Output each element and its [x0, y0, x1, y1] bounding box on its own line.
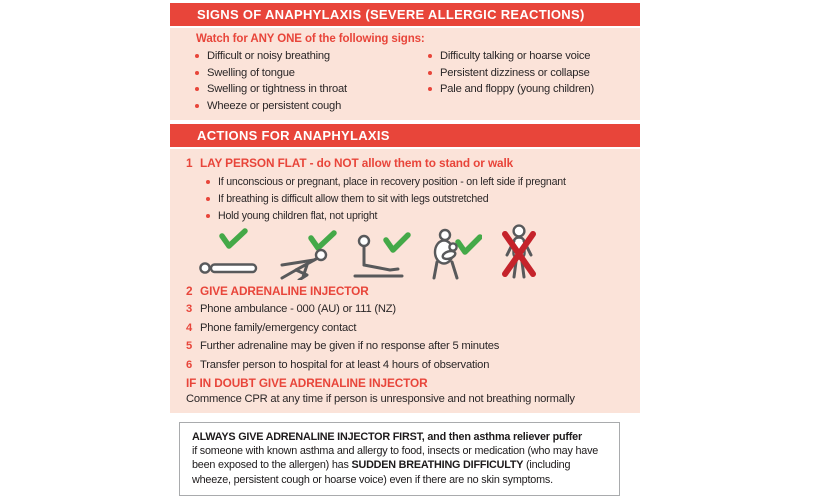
sub-bullet-label: If unconscious or pregnant, place in recovery position - on left side if pregnant — [218, 175, 566, 188]
step-text: GIVE ADRENALINE INJECTOR — [200, 283, 369, 298]
bullet-dot-icon — [195, 104, 199, 108]
sign-item-label: Swelling or tightness in throat — [207, 83, 347, 95]
signs-list-left — [195, 48, 428, 114]
signs-section-header: SIGNS OF ANAPHYLAXIS (SEVERE ALLERGIC REACTIONS) — [170, 3, 640, 26]
bullet-dot-icon — [195, 71, 199, 75]
sub-bullet-item — [206, 174, 634, 191]
bullet-dot-icon — [206, 180, 210, 184]
sign-item-label: Swelling of tongue — [207, 66, 295, 79]
signs-list-right — [428, 48, 594, 114]
actions-panel — [170, 149, 640, 413]
sign-item — [428, 81, 594, 98]
bullet-dot-icon — [428, 71, 432, 75]
step-text: LAY PERSON FLAT - do NOT allow them to stand or walk — [200, 156, 514, 170]
step-number: 2 — [186, 283, 193, 298]
bullet-dot-icon — [428, 87, 432, 91]
action-step-2 — [186, 282, 634, 301]
position-pictograms — [198, 228, 634, 280]
sign-item — [195, 65, 428, 82]
recovery-position-pictogram — [274, 228, 340, 280]
sign-item-label: Persistent dizziness or collapse — [440, 66, 590, 79]
asthma-advice-box — [179, 422, 620, 496]
sign-item — [195, 48, 428, 65]
sub-bullet-label: If breathing is difficult allow them to sit with legs outstretched — [218, 192, 489, 205]
step1-sub-bullets — [206, 174, 634, 225]
anaphylaxis-action-plan — [170, 3, 640, 496]
advice-body — [192, 444, 607, 487]
sign-item-label: Pale and floppy (young children) — [440, 83, 595, 95]
if-in-doubt-line: IF IN DOUBT GIVE ADRENALINE INJECTOR — [186, 376, 428, 390]
step-number: 6 — [186, 358, 193, 371]
sign-item-label: Difficult or noisy breathing — [207, 50, 330, 62]
sign-item-label: Wheeze or persistent cough — [207, 99, 342, 112]
actions-section-header: ACTIONS FOR ANAPHYLAXIS — [170, 124, 640, 147]
step-text: Transfer person to hospital for at least 4 hours of observation — [200, 358, 490, 371]
action-step-6 — [186, 356, 634, 375]
sign-item — [428, 65, 594, 82]
sub-bullet-item — [206, 208, 634, 225]
sign-item-label: Difficulty talking or hoarse voice — [440, 50, 591, 62]
sit-legs-outstretched-pictogram — [352, 228, 412, 280]
step-number: 1 — [186, 156, 193, 170]
signs-panel — [170, 28, 640, 120]
advice-body-pre: if someone with known asthma and allergy to food, insects or medication (who may have been exposed to the allergen) has — [192, 445, 599, 472]
check-icon — [222, 231, 245, 246]
hold-child-seated-pictogram — [424, 228, 482, 280]
step-number: 4 — [186, 321, 193, 334]
bullet-dot-icon — [206, 197, 210, 201]
bullet-dot-icon — [206, 214, 210, 218]
step-text: Further adrenaline may be given if no response after 5 minutes — [200, 340, 500, 352]
advice-body-emphasis: SUDDEN BREATHING DIFFICULTY — [351, 459, 524, 472]
lie-flat-pictogram — [198, 228, 262, 280]
action-step-3 — [186, 300, 634, 319]
advice-body-post: (including wheeze, persistent cough or hoarse voice) even if there are no skin symptoms. — [192, 459, 571, 486]
advice-headline: ALWAYS GIVE ADRENALINE INJECTOR FIRST, and then asthma reliever puffer — [192, 431, 582, 443]
watch-for-line: Watch for ANY ONE of the following signs: — [196, 33, 425, 45]
sub-bullet-label: Hold young children flat, not upright — [218, 209, 378, 222]
action-step-1 — [186, 154, 634, 173]
sign-item — [195, 98, 428, 115]
bullet-dot-icon — [195, 87, 199, 91]
cpr-line: Commence CPR at any time if person is unresponsive and not breathing normally — [186, 393, 575, 405]
sign-item — [195, 81, 428, 98]
bullet-dot-icon — [428, 54, 432, 58]
step-number: 3 — [186, 303, 193, 315]
signs-columns — [195, 48, 632, 114]
action-step-4 — [186, 319, 634, 338]
step-number: 5 — [186, 340, 193, 352]
sub-bullet-item — [206, 191, 634, 208]
action-step-5 — [186, 337, 634, 356]
bullet-dot-icon — [195, 54, 199, 58]
standing-person-pictogram — [494, 224, 544, 280]
sign-item — [428, 48, 594, 65]
step-text: Phone ambulance - 000 (AU) or 111 (NZ) — [200, 303, 396, 315]
step-text: Phone family/emergency contact — [200, 321, 357, 334]
